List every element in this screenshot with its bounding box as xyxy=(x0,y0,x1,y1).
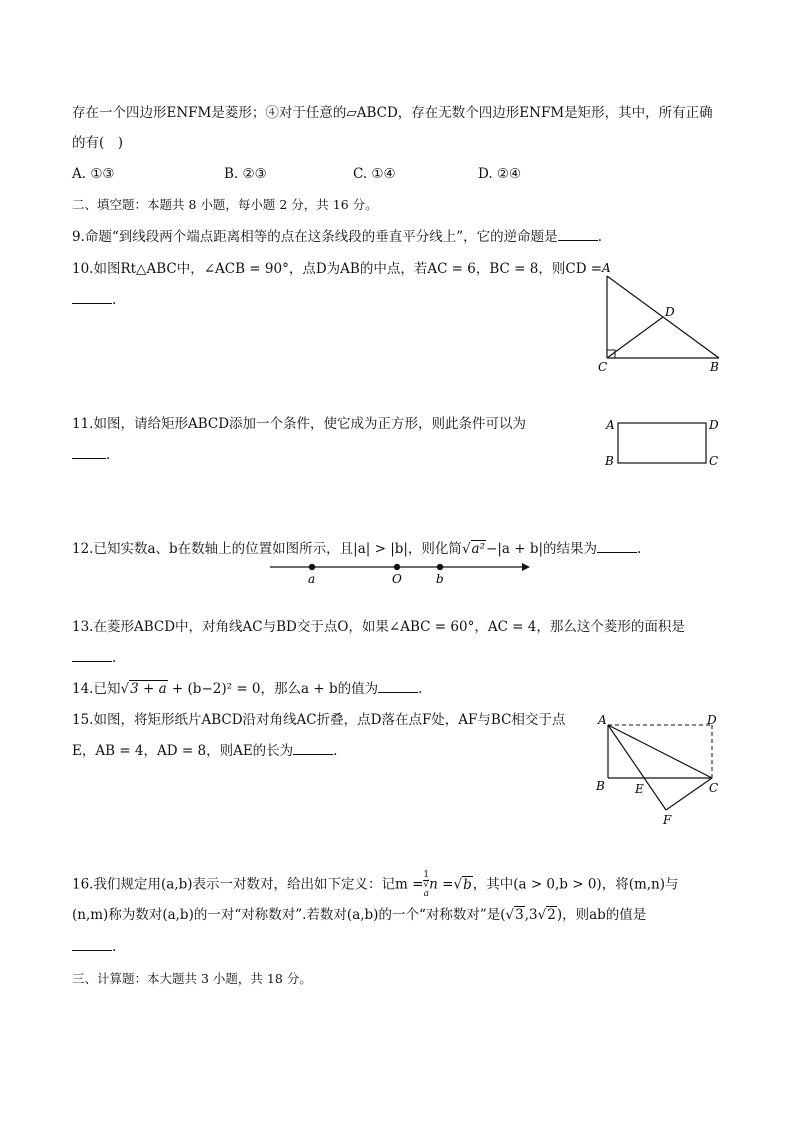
q8-option-d: D. ②④ xyxy=(478,166,522,182)
q16-sqrt2: 2 xyxy=(547,907,556,923)
q15-label-b: B xyxy=(596,779,605,793)
q16-sqrt-sign: √ xyxy=(453,876,463,893)
q12-answer-blank[interactable] xyxy=(597,540,637,553)
q14-radicand: 3 + a xyxy=(130,681,167,697)
q16-sqrt3: 3 xyxy=(515,907,524,923)
q14-answer-blank[interactable] xyxy=(378,680,418,693)
q14-suffix: + (b−2)² = 0，那么a + b的值为 xyxy=(167,681,379,697)
q16-stem-2: (n,m)称为数对(a,b)的一对“对称数对”.若数对(a,b)的一个“对称数对”是( xyxy=(72,907,506,923)
q13-period: . xyxy=(112,650,117,666)
q8-line2: 的有( ) xyxy=(72,135,124,151)
q10-label-a: A xyxy=(602,261,611,275)
q11-label-d: D xyxy=(709,418,719,432)
q16-mid: ,3 xyxy=(524,907,538,923)
q9-period: . xyxy=(597,229,602,245)
q9-stem: 9.命题“到线段两个端点距离相等的点在这条线段的垂直平分线上”，它的逆命题是 xyxy=(72,229,558,245)
q15-fold-figure xyxy=(590,710,725,828)
q15-stem-2: E，AB = 4，AD = 8，则AE的长为 xyxy=(72,743,294,759)
q9-text xyxy=(72,228,602,246)
q10-line1: 10.如图Rt△ABC中，∠ACB = 90°，点D为AB的中点，若AC = 6，BC = 8，则CD = xyxy=(72,261,603,277)
q8-option-a: A. ①③ xyxy=(72,166,115,182)
q11-label-c: C xyxy=(709,454,719,468)
q16-line1 xyxy=(72,871,679,899)
q16-line3 xyxy=(72,938,116,956)
q16-period: . xyxy=(112,939,117,955)
q15-label-d: D xyxy=(707,713,717,727)
q11-period: . xyxy=(106,447,111,463)
q14-text xyxy=(72,680,422,698)
q16-frac-den: a xyxy=(423,889,429,899)
q11-label-a: A xyxy=(606,418,615,432)
q12-sqrt-sign: √ xyxy=(461,541,471,557)
q15-label-c: C xyxy=(709,781,719,795)
q11-answer-blank[interactable] xyxy=(72,446,106,459)
q15-label-e: E xyxy=(635,782,644,796)
q10-period: . xyxy=(112,292,117,308)
section-3-heading: 三、计算题：本大题共 3 小题，共 18 分。 xyxy=(72,971,312,986)
q16-sqrt2-sign: √ xyxy=(537,907,547,923)
q11-label-b: B xyxy=(605,454,614,468)
q10-line2 xyxy=(72,291,116,309)
q10-label-d: D xyxy=(665,305,675,319)
q16-line2 xyxy=(72,906,646,924)
q13-answer-blank[interactable] xyxy=(72,649,112,662)
q12-number-line xyxy=(266,558,531,588)
q16-n-eq: n = xyxy=(429,876,454,893)
q15-period: . xyxy=(333,743,338,759)
q16-sqrt3-sign: √ xyxy=(505,907,515,923)
q16-sqrt-b: b xyxy=(463,876,472,893)
q16-frac-den-wrap: √ a xyxy=(423,880,430,899)
q11-line2 xyxy=(72,446,110,464)
q12-period: . xyxy=(637,541,642,557)
q11-line1: 11.如图，请给矩形ABCD添加一个条件，使它成为正方形，则此条件可以为 xyxy=(72,416,527,432)
q12-label-b: b xyxy=(436,572,444,586)
q12-radicand: a² xyxy=(471,541,486,557)
q10-answer-blank[interactable] xyxy=(72,291,112,304)
q16-answer-blank[interactable] xyxy=(72,938,112,951)
q8-line1: 存在一个四边形ENFM是菱形；④对于任意的▱ABCD，存在无数个四边形ENFM是矩形，其中，所有正确 xyxy=(72,105,713,121)
q14-period: . xyxy=(418,681,423,697)
q14-sqrt-sign: √ xyxy=(120,681,130,697)
q15-label-a: A xyxy=(598,713,607,727)
q13-line2 xyxy=(72,649,116,667)
q13-line1: 13.在菱形ABCD中，对角线AC与BD交于点O，如果∠ABC = 60°，AC = 4，那么这个菱形的面积是 xyxy=(72,619,685,635)
q12-label-a: a xyxy=(308,572,316,586)
q12-suffix: −|a + b|的结果为 xyxy=(486,541,598,557)
q16-stem-1-suffix: ，其中(a > 0,b > 0)，将(m,n)与 xyxy=(472,876,679,893)
q8-option-c: C. ①④ xyxy=(353,166,396,182)
section-2-heading: 二、填空题：本题共 8 小题，每小题 2 分，共 16 分。 xyxy=(72,197,378,212)
q16-stem-1: 16.我们规定用(a,b)表示一对数对，给出如下定义：记m = xyxy=(72,876,424,893)
q9-answer-blank[interactable] xyxy=(558,228,598,241)
q12-label-o: O xyxy=(392,572,402,586)
q15-answer-blank[interactable] xyxy=(293,742,333,755)
q10-label-c: C xyxy=(598,360,608,374)
q14-stem: 14.已知 xyxy=(72,681,121,697)
q15-label-f: F xyxy=(663,813,672,827)
q11-rectangle-figure xyxy=(600,413,725,471)
q16-frac-num: 1 xyxy=(423,870,430,880)
q12-stem: 12.已知实数a、b在数轴上的位置如图所示，且|a| > |b|，则化简 xyxy=(72,541,462,557)
q16-stem-2-suffix: )，则ab的值是 xyxy=(556,907,647,923)
q10-label-b: B xyxy=(710,360,719,374)
q12-text xyxy=(72,540,641,558)
q15-line2 xyxy=(72,742,337,760)
q8-option-b: B. ②③ xyxy=(224,166,267,182)
q10-triangle-figure xyxy=(595,258,725,376)
q15-line1: 15.如图，将矩形纸片ABCD沿对角线AC折叠，点D落在点F处，AF与BC相交于点 xyxy=(72,712,566,728)
